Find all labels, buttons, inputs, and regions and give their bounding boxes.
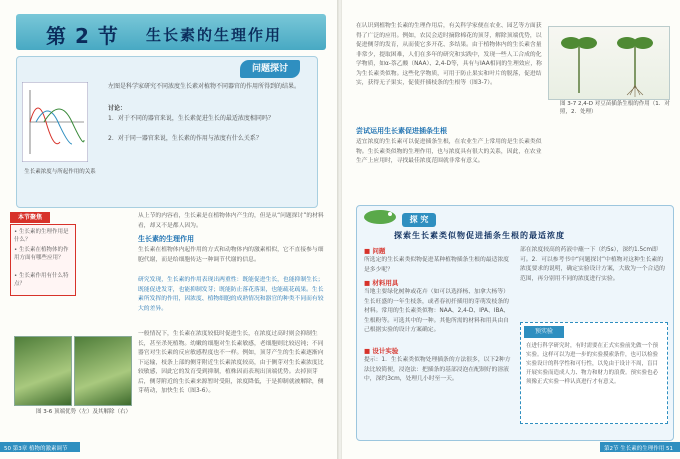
auxin-curve-graph xyxy=(22,82,88,162)
paragraph-1: 从上节的内容看，生长素是在植物体内产生的，但是从“问题探讨”的材料看，却又不是都人因为。 xyxy=(138,213,324,229)
figure-caption-3-7: 图 3-7 2,4-D 对豆苗插条生根的作用（1．对照，2．处理） xyxy=(560,101,670,115)
sidebar-item: • 生长素在植物体的作用方面有哪些应用？ xyxy=(14,247,69,261)
page-folio-right: 第2节 生长素的生理作用 51 xyxy=(604,446,673,452)
left-page xyxy=(0,0,338,459)
right-subheading: 尝试运用生长素促进插条生根 xyxy=(356,127,447,135)
question-text: 所选定的生长素类似物促进某种植物插条生根的最适浓度是多少呢？ xyxy=(364,257,509,273)
sidebar-heading: 本节聚焦 xyxy=(10,212,50,223)
design-text: 提示：1．生长素类似物处理插条的方法很多，以下2种方法比较简便，浸泡法：把插条的基部浸泡在配制好的溶液中，深约3cm，处理几小时至一天。 xyxy=(364,357,511,382)
section-number: 第 2 节 xyxy=(46,24,119,48)
chameleon-icon xyxy=(360,206,400,226)
question-1: 1．对于不同的器官来说，生长素促进生长的最适浓度相同吗？ xyxy=(108,115,274,122)
graph-caption: 生长素浓度与所起作用的关系 xyxy=(24,169,96,175)
materials-heading: ■ 材料用具 xyxy=(364,279,399,287)
photo-dominance-removed xyxy=(74,336,132,406)
right-paragraph-2: 适宜浓度的生长素可以促进插条生根，在农业生产上常用的是生长素类似物。生长素类似物的生理作用，也与浓度具有很大的关系，因此，在农业生产上应用时，寻找最佳浓度范围就非常有意义。 xyxy=(356,139,542,164)
materials-text: 当地主要绿化树种或花卉（如可以选择杨、加拿大杨等）生长旺盛的一年生枝条，或者春初扦插用的芽萌发枝条的材料。常用的生长素类似物：NAA、2,4-D、IPA、IBA、生根粉等。可选其中的一种。其他所需的材料和用具由自己根据实验的设计方案确定。 xyxy=(364,289,510,333)
figure-caption: 图 3-6 顶端优势（左）及其解除（右） xyxy=(36,409,131,415)
question-2: 2．对于同一器官来说，生长素的作用与浓度有什么关系？ xyxy=(108,135,262,142)
section-title: 生长素的生理作用 xyxy=(146,26,283,44)
paragraph-2: 生长素在植物体内起作用的方式和动物体内的激素相似，它不直接参与细胞代谢，而是给细胞传达一种调节代谢的信息。 xyxy=(138,247,324,263)
pre-test-text: 在进行科学研究时，有时需要在正式实验前先做一个预实验。这样可以为进一步的实验摸索条件，也可以检验实验设计的科学性和可行性，以免由于设计不周，盲目开展实验而造成人力、物力和财力的浪费。预实验也必须像正式实验一样认真进行才有意义。 xyxy=(526,343,659,385)
sidebar-item: • 生长素的生理作用是什么？ xyxy=(14,229,69,243)
subheading-1: 生长素的生理作用 xyxy=(138,235,194,243)
inquiry-tag: 问题探讨 xyxy=(240,60,300,78)
inquiry-intro: 左图是科学家研究不同浓度生长素对植物不同器官的作用所得到的结果。 xyxy=(108,83,301,90)
right-paragraph-1: 在认识到植物生长素的生理作用后，有关科学家便在农业、园艺等方面获得了广泛的应用。例如，农民会适时摘除棉花的顶芽，解除顶端优势，以促进侧芽的发育，从而使它多开花、多结果。由于植物体内的生长素含量非常少，提取困难，人们在多年的研究和实践中，发现一些人工合成的化学物质，如α-萘乙酸（NAA）、2,4-D等，具有与IAA相同的生理效应，称为生长素类似物。这些化学物质，可用于防止果实和叶片的脱落，促进结实，获得无子果实，促使扦插枝条的生根等（图3-7）。 xyxy=(356,23,542,86)
explore-title: 探索生长素类似物促进插条生根的最适浓度 xyxy=(394,231,565,240)
pre-test-tag: 预实验 xyxy=(524,326,564,338)
question-heading: ■ 问题 xyxy=(364,247,386,255)
photo-apical-dominance xyxy=(14,336,72,406)
paragraph-3: 研究发现，生长素的作用表现出两重性：既能促进生长，也能抑制生长；既能促进发芽，也能抑制发芽；既能防止落花落果，也能疏花疏果。生长素所发挥的作用，因浓度、植物细胞的成熟情况和器官的种类不同而有较大的差异。 xyxy=(138,277,324,312)
bean-cuttings-photo xyxy=(548,26,670,100)
design-text-continued: 部在浓度较高的药液中蘸一下（约5s），深约1.5cm即可。2．可以参考书中“问题探讨”中植物对这种生长素的浓度要求的说明，确定实验设计方案，大致为一个合适的范围，再分别用不同的浓度进行实验。 xyxy=(520,247,665,282)
page-folio: 50 第3章 植物的激素调节 xyxy=(4,446,68,452)
sidebar-item: • 生长素作用有什么特点？ xyxy=(14,273,69,287)
paragraph-4: 一般情况下，生长素在浓度较低时促进生长，在浓度过高时则会抑制生长，甚至杀死植物。幼嫩的细胞对生长素敏感，老细胞则比较迟钝；不同器官对生长素的反应敏感程度也不一样。例如，顶芽产生的生长素逐渐向下运输，枝条上部的侧芽附近生长素浓度较高，由于侧芽对生长素浓度比较敏感，因此它的发育受到抑制，植株因而表现出顶端优势。去掉顶芽后，侧芽附近的生长素来源暂时受阻，浓度降低，于是抑制就被解除，侧芽萌动，加快生长（图3-6）。 xyxy=(138,331,324,394)
explore-tag: 探 究 xyxy=(402,213,436,227)
design-heading: ■ 设计实验 xyxy=(364,347,399,355)
discuss-label: 讨论： xyxy=(108,105,127,112)
